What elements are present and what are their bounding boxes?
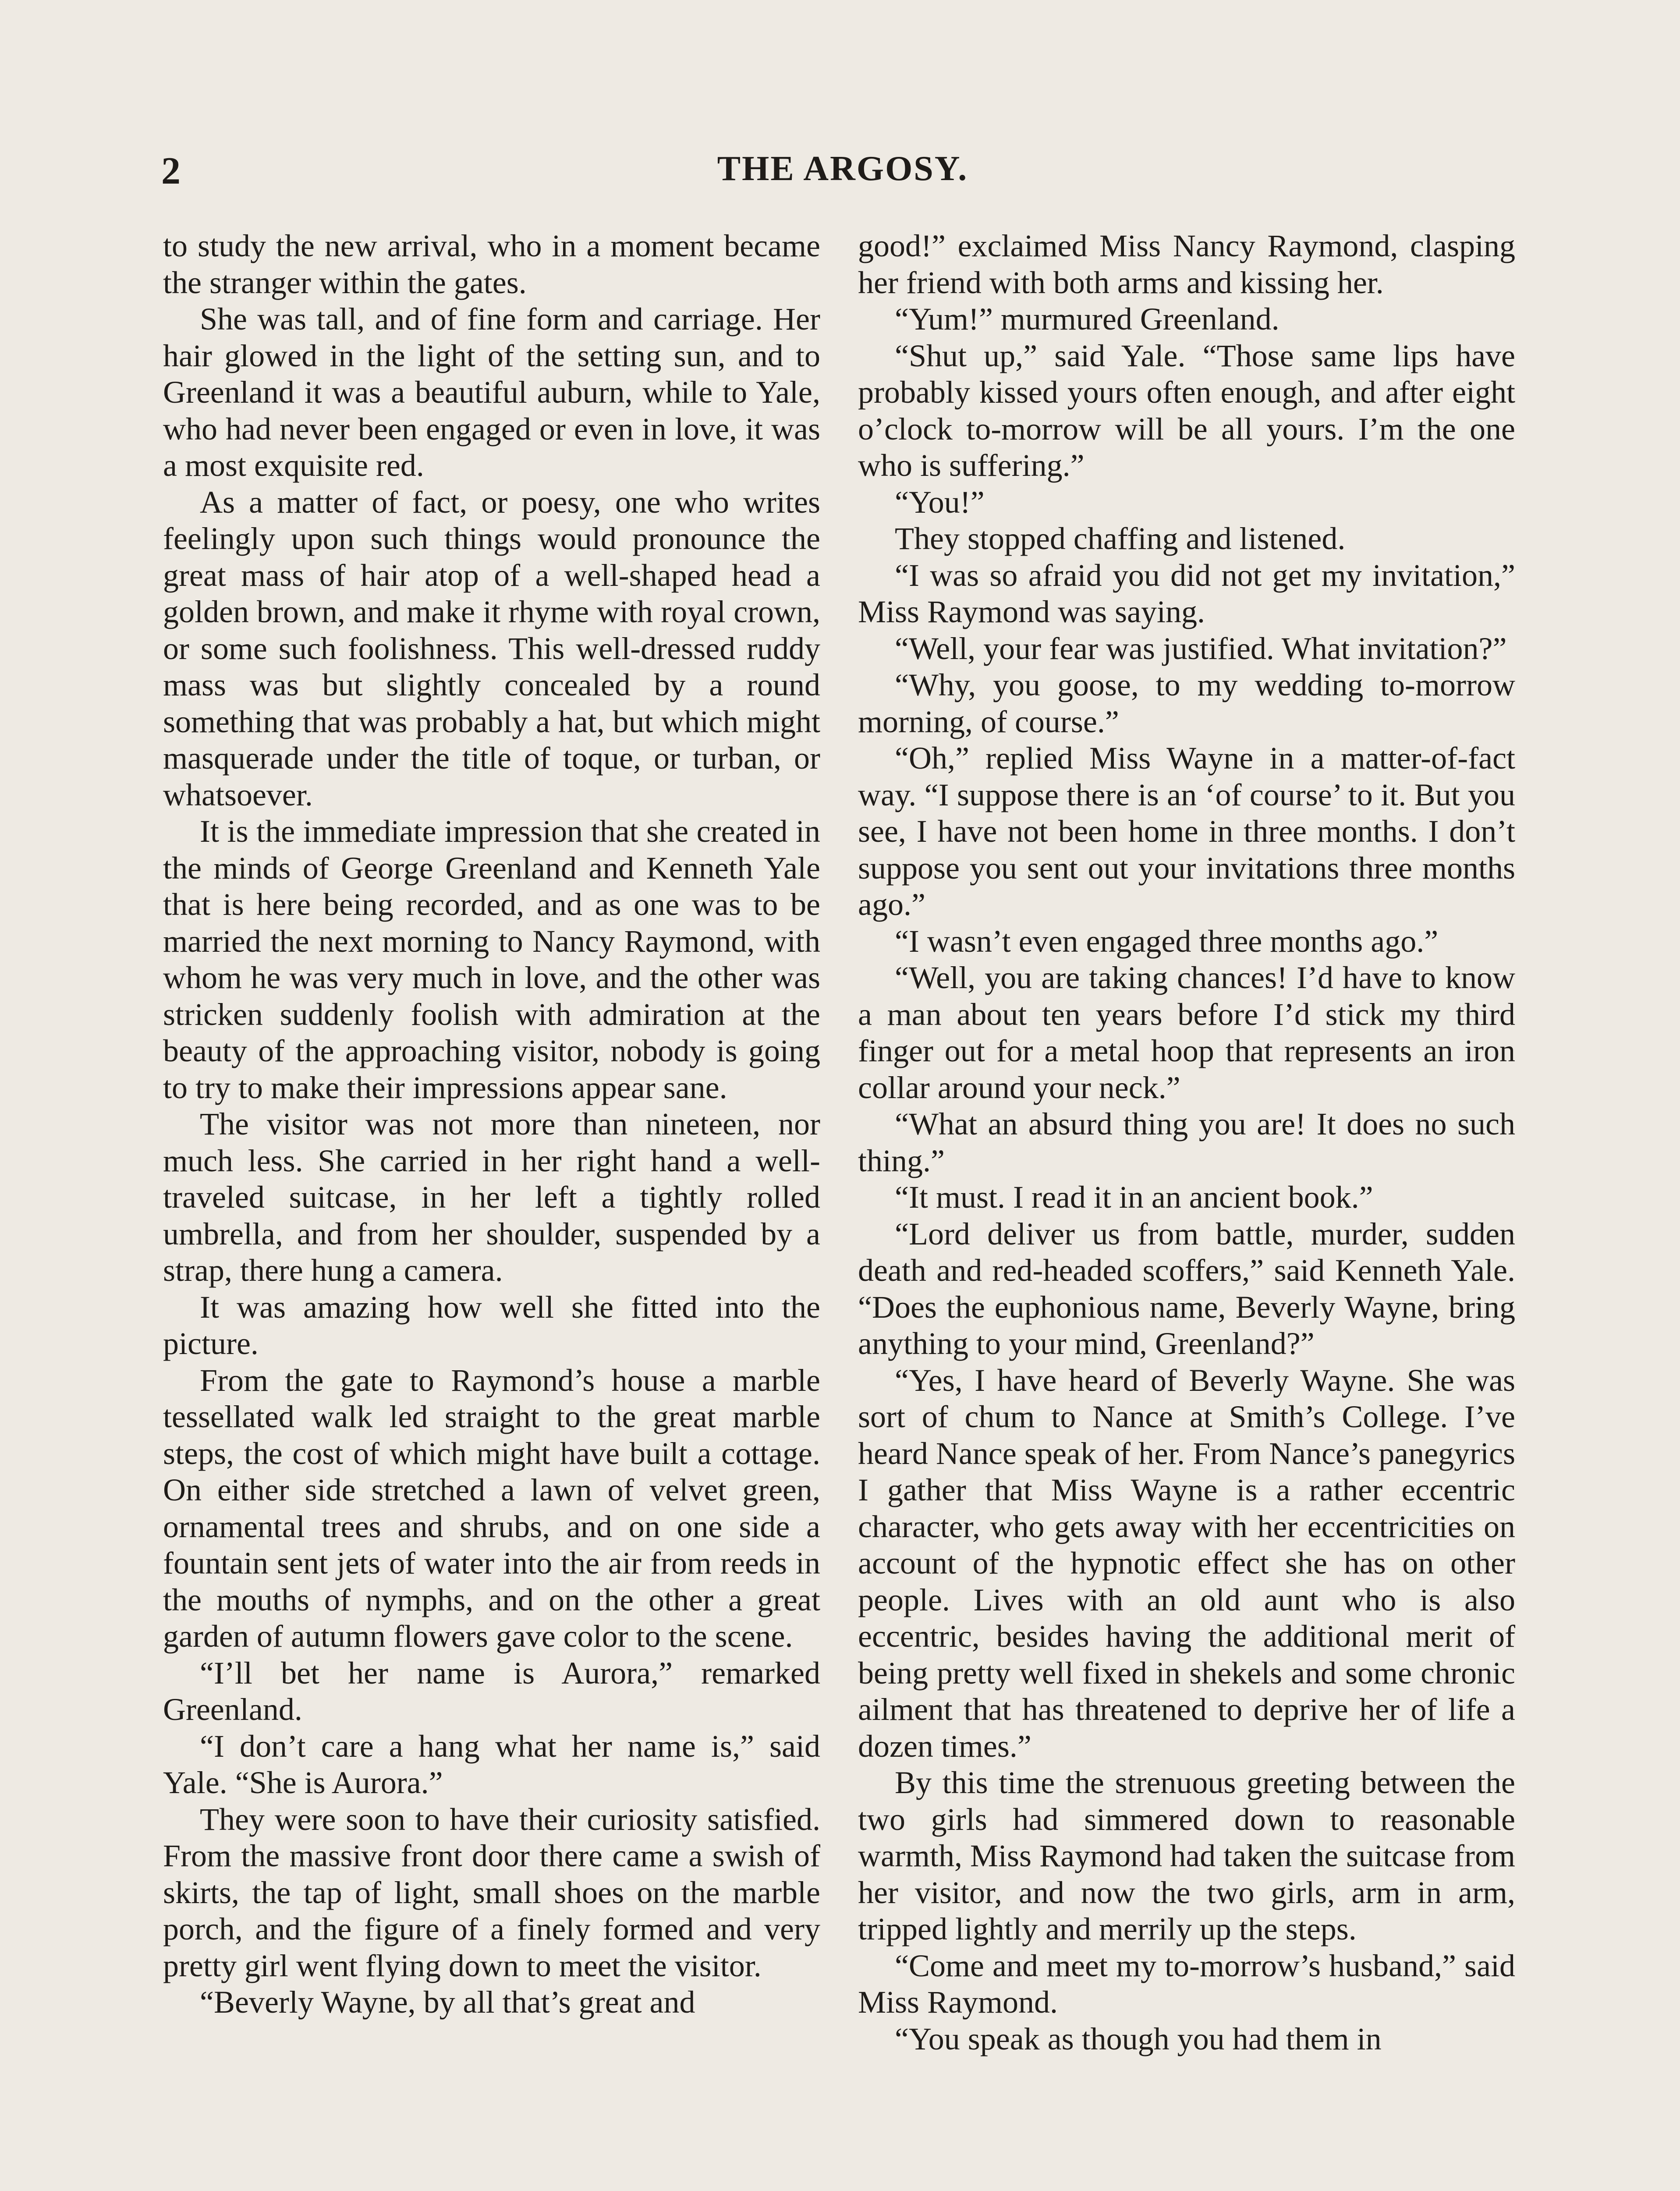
page-header	[161, 145, 1524, 202]
paragraph: “Come and meet my to-morrow’s husband,” said Miss Raymond.	[858, 1948, 1515, 2020]
running-title: THE ARGOSY.	[717, 149, 968, 188]
paragraph: to study the new arrival, who in a moment became the stranger within the gates.	[163, 228, 820, 300]
paragraph: good!” exclaimed Miss Nancy Raymond, clasping her friend with both arms and kissing her.	[858, 228, 1515, 300]
paragraph: The visitor was not more than nineteen, nor much less. She carried in her right hand a well-traveled suitcase, in her left a tightly rolled umbrella, and from her shoulder, suspended by a strap, there hung a camera.	[163, 1106, 820, 1288]
paragraph: By this time the strenuous greeting between the two girls had simmered down to reasonable warmth, Miss Raymond had taken the suitcase from her visitor, and now the two girls, arm in arm, tripped lightly and merrily up the steps.	[858, 1765, 1515, 1946]
paragraph: It was amazing how well she fitted into the picture.	[163, 1289, 820, 1361]
paragraph: She was tall, and of fine form and carriage. Her hair glowed in the light of the setting sun, and to Greenland it was a beautiful auburn, while to Yale, who had never been engaged or even in love, it was a most exquisite red.	[163, 301, 820, 483]
page-number: 2	[161, 150, 181, 192]
paragraph: It is the immediate impression that she created in the minds of George Greenland and Kenneth Yale that is here being recorded, and as one was to be married the next morning to Nancy Raymond, with whom he was very much in love, and the other was stricken suddenly foolish with admiration at the beauty of the approaching visitor, nobody is going to try to make their impressions appear sane.	[163, 814, 820, 1105]
paragraph: “Oh,” replied Miss Wayne in a matter-of-fact way. “I suppose there is an ‘of course’ to it. But you see, I have not been home in three months. I don’t suppose you sent out your invitations three months ago.”	[858, 741, 1515, 922]
left-column	[163, 228, 820, 2021]
paragraph: “What an absurd thing you are! It does no such thing.”	[858, 1106, 1515, 1178]
paragraph: “Well, your fear was justified. What invitation?”	[895, 631, 1507, 666]
paragraph: “I wasn’t even engaged three months ago.”	[895, 923, 1439, 959]
paragraph: “Beverly Wayne, by all that’s great and	[200, 1985, 695, 2020]
paragraph: From the gate to Raymond’s house a marble tessellated walk led straight to the great marble steps, the cost of which might have built a cottage. On either side stretched a lawn of velvet green, ornamental trees and shrubs, and on one side a fountain sent jets of water into the air from reeds in the mouths of nymphs, and on the other a great garden of autumn flowers gave color to the scene.	[163, 1362, 820, 1654]
paragraph: “I don’t care a hang what her name is,” said Yale. “She is Aurora.”	[163, 1728, 820, 1800]
paragraph: They stopped chaffing and listened.	[895, 521, 1346, 556]
paragraph: “Yes, I have heard of Beverly Wayne. She was sort of chum to Nance at Smith’s College. I’ve heard Nance speak of her. From Nance’s panegyrics I gather that Miss Wayne is a rather eccentric character, who gets away with her eccentricities on account of the hypnotic effect she has on other people. Lives with an old aunt who is also eccentric, besides having the additional merit of being pretty well fixed in shekels and some chronic ailment that has threatened to deprive her of life a dozen times.”	[858, 1362, 1515, 1764]
paragraph: “Shut up,” said Yale. “Those same lips have probably kissed yours often enough, and after eight o’clock to-morrow will be all yours. I’m the one who is suffering.”	[858, 338, 1515, 483]
paragraph: As a matter of fact, or poesy, one who writes feelingly upon such things would pronounce the great mass of hair atop of a well-shaped head a golden brown, and make it rhyme with royal crown, or some such foolishness. This well-dressed ruddy mass was but slightly concealed by a round something that was probably a hat, but which might masquerade under the title of toque, or turban, or whatsoever.	[163, 484, 820, 812]
right-column	[858, 228, 1515, 2057]
paragraph: They were soon to have their curiosity satisfied. From the massive front door there came a swish of skirts, the tap of light, small shoes on the marble porch, and the figure of a finely formed and very pretty girl went flying down to meet the visitor.	[163, 1801, 820, 1983]
paragraph: “Why, you goose, to my wedding to-morrow morning, of course.”	[858, 667, 1515, 739]
paragraph: “I was so afraid you did not get my invitation,” Miss Raymond was saying.	[858, 557, 1515, 629]
paragraph: “I’ll bet her name is Aurora,” remarked Greenland.	[163, 1655, 820, 1727]
paragraph: “Well, you are taking chances! I’d have to know a man about ten years before I’d stick my third finger out for a metal hoop that represents an iron collar around your neck.”	[858, 960, 1515, 1105]
paragraph: “Yum!” murmured Greenland.	[895, 301, 1279, 337]
paragraph: “It must. I read it in an ancient book.”	[895, 1180, 1373, 1215]
paragraph: “You!”	[895, 484, 985, 520]
paragraph: “You speak as though you had them in	[895, 2021, 1382, 2056]
paragraph: “Lord deliver us from battle, murder, sudden death and red-headed scoffers,” said Kenneth Yale. “Does the euphonious name, Beverly Wayne, bring anything to your mind, Greenland?”	[858, 1216, 1515, 1361]
